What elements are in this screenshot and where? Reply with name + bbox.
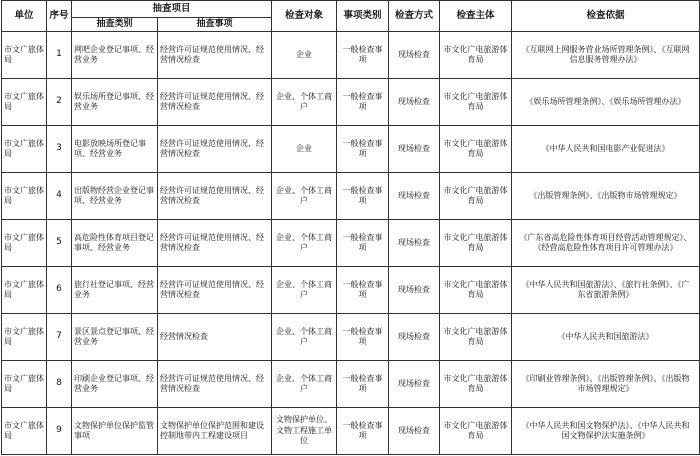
cell-object: 企业: [272, 32, 337, 79]
cell-method: 现场检查: [389, 267, 440, 314]
header-sample-matter: 抽查事项: [158, 18, 272, 32]
cell-matter: 经营许可证规范使用情况、经营情况检查: [158, 220, 272, 267]
header-matter-type: 事项类别: [337, 1, 389, 32]
cell-object: 文物保护单位、文物工程施工单位: [272, 408, 337, 455]
header-sample-item: 抽查项目: [72, 1, 272, 18]
cell-category: 景区景点登记事项、经营业务: [72, 314, 158, 361]
cell-matter: 经营许可证规范使用情况、经营情况检查: [158, 267, 272, 314]
header-basis: 检查依据: [512, 1, 700, 32]
table-row: [2, 32, 700, 79]
cell-basis: 《中华人民共和国文物保护法》、《中华人民共和国文物保护法实施条例》: [512, 408, 700, 455]
cell-category: 高危险性体育项目登记事项、经营业务: [72, 220, 158, 267]
cell-matter-type: 一般检查事项: [337, 220, 389, 267]
cell-category: 印刷企业登记事项、经营业务: [72, 361, 158, 408]
cell-subject: 市文化广电旅游体育局: [440, 32, 512, 79]
cell-matter-type: 一般检查事项: [337, 32, 389, 79]
table-row: [2, 173, 700, 220]
cell-unit: 市文广旅体局: [2, 314, 47, 361]
cell-basis: 《印刷业管理条例》、《出版管理条例》、《出版物市场管理规定》: [512, 361, 700, 408]
cell-unit: 市文广旅体局: [2, 32, 47, 79]
cell-unit: 市文广旅体局: [2, 126, 47, 173]
cell-unit: 市文广旅体局: [2, 220, 47, 267]
cell-method: 现场检查: [389, 314, 440, 361]
cell-seq: 2: [47, 79, 72, 126]
cell-object: 企业、个体工商户: [272, 314, 337, 361]
cell-matter-type: 一般检查事项: [337, 314, 389, 361]
cell-unit: 市文广旅体局: [2, 173, 47, 220]
cell-subject: 市文化广电旅游体育局: [440, 126, 512, 173]
cell-category: 出版物经营企业登记事项、经营业务: [72, 173, 158, 220]
cell-method: 现场检查: [389, 408, 440, 455]
table-body: [2, 32, 700, 455]
header-sample-category: 抽查类别: [72, 18, 158, 32]
cell-matter-type: 一般检查事项: [337, 126, 389, 173]
cell-basis: 《互联网上网服务营业场所管理条例》、《互联网信息服务管理办法》: [512, 32, 700, 79]
header-subject: 检查主体: [440, 1, 512, 32]
cell-basis: 《娱乐场所管理条例》、《娱乐场所管理办法》: [512, 79, 700, 126]
cell-method: 现场检查: [389, 220, 440, 267]
cell-object: 企业、个体工商户: [272, 220, 337, 267]
cell-category: 网吧企业登记事项、经营业务: [72, 32, 158, 79]
cell-subject: 市文化广电旅游体育局: [440, 314, 512, 361]
cell-basis: 《中华人民共和国旅游法》、《旅行社条例》、《广东省旅游条例》: [512, 267, 700, 314]
table-row: [2, 220, 700, 267]
cell-object: 企业、个体工商户: [272, 79, 337, 126]
cell-subject: 市文化广电旅游体育局: [440, 408, 512, 455]
cell-unit: 市文广旅体局: [2, 361, 47, 408]
header-object: 检查对象: [272, 1, 337, 32]
inspection-table: [1, 0, 700, 455]
cell-method: 现场检查: [389, 361, 440, 408]
cell-unit: 市文广旅体局: [2, 267, 47, 314]
cell-category: 娱乐场所登记事项、经营业务: [72, 79, 158, 126]
table-row: [2, 267, 700, 314]
cell-matter: 经营许可证规范使用情况、经营情况检查: [158, 79, 272, 126]
cell-subject: 市文化广电旅游体育局: [440, 267, 512, 314]
cell-seq: 9: [47, 408, 72, 455]
cell-matter-type: 一般检查事项: [337, 408, 389, 455]
cell-matter: 经营许可证规范使用情况、经营情况检查: [158, 361, 272, 408]
cell-matter-type: 一般检查事项: [337, 79, 389, 126]
cell-method: 现场检查: [389, 126, 440, 173]
cell-matter-type: 一般检查事项: [337, 361, 389, 408]
cell-basis: 《广东省高危险性体育项目经营活动管理规定》、《经营高危险性体育项目许可管理办法》: [512, 220, 700, 267]
cell-matter-type: 一般检查事项: [337, 267, 389, 314]
table-row: [2, 408, 700, 455]
header-method: 检查方式: [389, 1, 440, 32]
cell-category: 文物保护单位保护监管事项: [72, 408, 158, 455]
table-row: [2, 314, 700, 361]
cell-seq: 3: [47, 126, 72, 173]
cell-seq: 5: [47, 220, 72, 267]
cell-seq: 6: [47, 267, 72, 314]
cell-seq: 1: [47, 32, 72, 79]
cell-method: 现场检查: [389, 32, 440, 79]
table-row: [2, 126, 700, 173]
cell-matter: 文物保护单位保护范围和建设控制地带内工程建设项目: [158, 408, 272, 455]
cell-matter: 经营情况检查: [158, 314, 272, 361]
cell-matter: 经营许可证规范使用情况、经营情况检查: [158, 126, 272, 173]
header-unit: 单位: [2, 1, 47, 32]
cell-subject: 市文化广电旅游体育局: [440, 220, 512, 267]
cell-seq: 7: [47, 314, 72, 361]
cell-subject: 市文化广电旅游体育局: [440, 79, 512, 126]
cell-subject: 市文化广电旅游体育局: [440, 173, 512, 220]
cell-matter-type: 一般检查事项: [337, 173, 389, 220]
cell-basis: 《中华人民共和国电影产业促进法》: [512, 126, 700, 173]
cell-object: 企业、个体工商户: [272, 267, 337, 314]
cell-object: 企业: [272, 126, 337, 173]
cell-seq: 4: [47, 173, 72, 220]
cell-method: 现场检查: [389, 79, 440, 126]
cell-basis: 《中华人民共和国旅游法》: [512, 314, 700, 361]
cell-matter: 经营许可证规范使用情况、经营情况检查: [158, 173, 272, 220]
header-seq: 序号: [47, 1, 72, 32]
cell-basis: 《出版管理条例》、《出版物市场管理规定》: [512, 173, 700, 220]
cell-object: 企业、个体工商户: [272, 361, 337, 408]
cell-matter: 经营许可证规范使用情况、经营情况检查: [158, 32, 272, 79]
cell-category: 旅行社登记事项、经营业务: [72, 267, 158, 314]
cell-seq: 8: [47, 361, 72, 408]
cell-category: 电影放映场所登记事项、经营业务: [72, 126, 158, 173]
cell-unit: 市文广旅体局: [2, 79, 47, 126]
cell-subject: 市文化广电旅游体育局: [440, 361, 512, 408]
cell-object: 企业、个体工商户: [272, 173, 337, 220]
table-row: [2, 361, 700, 408]
cell-unit: 市文广旅体局: [2, 408, 47, 455]
cell-method: 现场检查: [389, 173, 440, 220]
table-row: [2, 79, 700, 126]
